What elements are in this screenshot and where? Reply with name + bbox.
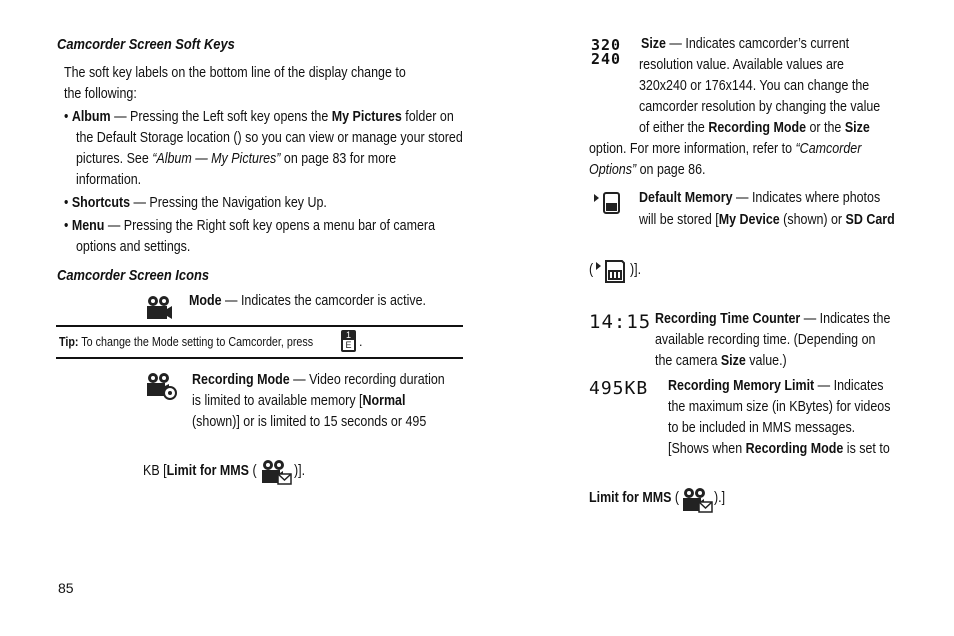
time-line-2: available recording time. (Depending on: [655, 332, 876, 348]
time-line-3: the camera Size value.): [655, 353, 787, 369]
recording-time-icon: 14:15: [589, 311, 652, 333]
limit-line-5-end: ).]: [714, 490, 726, 506]
mem-line-1: Default Memory — Indicates where photos: [639, 190, 881, 206]
rec-mode-line-2: is limited to available memory [Normal: [192, 393, 406, 409]
album-line-2: the Default Storage location () so you can view or manage your stored: [76, 130, 463, 146]
mem-line-3: (: [589, 262, 594, 278]
tip-end: .: [359, 335, 363, 349]
tip-text: Tip: To change the Mode setting to Camcorder, press: [59, 335, 314, 349]
tip-top-rule: [56, 325, 463, 327]
limit-line-2: the maximum size (in KBytes) for videos: [668, 399, 891, 415]
soft-keys-heading: Camcorder Screen Soft Keys: [57, 36, 235, 53]
intro-line-1: The soft key labels on the bottom line of the display change to: [64, 65, 406, 81]
rec-mode-line-3: (shown)] or is limited to 15 seconds or 495: [192, 414, 427, 430]
rec-mode-line-4: KB [Limit for MMS (: [143, 463, 257, 479]
phone-memory-icon: [592, 190, 624, 216]
shortcuts-bullet: • Shortcuts — Pressing the Navigation key Up.: [64, 195, 327, 211]
limit-line-4: [Shows when Recording Mode is set to: [668, 441, 890, 457]
rec-mode-line-1: Recording Mode — Video recording duration: [192, 372, 445, 388]
size-320x240-icon: 320 240: [591, 36, 622, 68]
size-line-3: 320x240 or 176x144. You can change the: [639, 78, 870, 94]
recording-mode-normal-icon: [145, 372, 177, 400]
mem-line-2: will be stored [My Device (shown) or SD Card: [639, 212, 895, 228]
album-bullet: • Album — Pressing the Left soft key opens the My Pictures folder on: [64, 109, 454, 125]
tip-bottom-rule: [56, 357, 463, 359]
limit-for-mms-icon-2: [681, 487, 713, 513]
limit-for-mms-icon: [260, 459, 292, 485]
size-line-6: option. For more information, refer to “Camcorder: [589, 141, 862, 157]
camcorder-icon: [145, 295, 173, 321]
size-line-4: camcorder resolution by changing the value: [639, 99, 881, 115]
size-line-2: resolution value. Available values are: [639, 57, 844, 73]
memory-limit-icon: 495KB: [589, 378, 649, 399]
size-line-7: Options” on page 86.: [589, 162, 706, 178]
page-number: 85: [58, 580, 74, 596]
limit-line-3: to be included in MMS messages.: [668, 420, 856, 436]
size-line-1: Size — Indicates camcorder’s current: [641, 36, 850, 52]
mode-description: Mode — Indicates the camcorder is active.: [189, 293, 427, 309]
icons-heading: Camcorder Screen Icons: [57, 267, 210, 284]
menu-bullet: • Menu — Pressing the Right soft key opens a menu bar of camera: [64, 218, 436, 234]
album-line-4: information.: [76, 172, 142, 188]
key-1-icon: 1 E: [341, 330, 356, 352]
size-line-5: of either the Recording Mode or the Size: [639, 120, 870, 136]
intro-line-2: the following:: [64, 86, 137, 102]
limit-line-5: Limit for MMS (: [589, 490, 680, 506]
album-line-3: pictures. See “Album — My Pictures” on page 83 for more: [76, 151, 397, 167]
menu-line-2: options and settings.: [76, 239, 191, 255]
rec-mode-line-4-end: )].: [294, 463, 306, 479]
sd-card-icon: [594, 258, 628, 284]
limit-line-1: Recording Memory Limit — Indicates: [668, 378, 884, 394]
time-line-1: Recording Time Counter — Indicates the: [655, 311, 891, 327]
mem-line-3-end: )].: [630, 262, 642, 278]
